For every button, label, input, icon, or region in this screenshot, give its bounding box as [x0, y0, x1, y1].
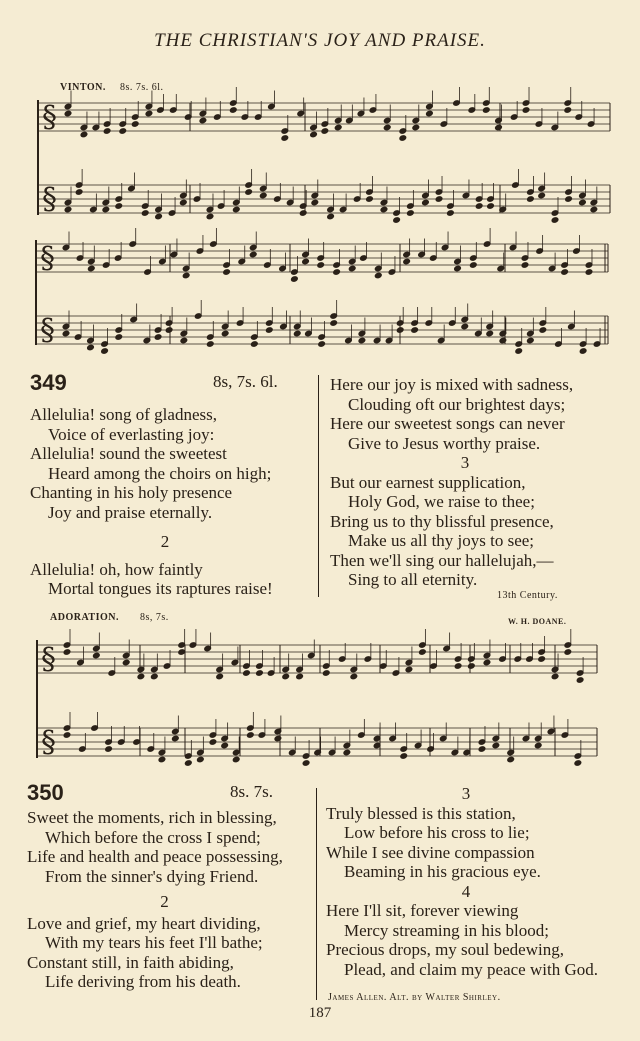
verse-line: Mercy streaming in his blood; [344, 920, 549, 940]
verse-line: Life deriving from his death. [45, 972, 241, 991]
verse-line: Truly blessed is this station, [326, 803, 516, 823]
svg-text:§: § [40, 313, 55, 348]
tune-meter-vinton: 8s. 7s. 6l. [120, 82, 164, 93]
verse-line: Constant still, in faith abiding, [27, 952, 234, 972]
svg-text:§: § [41, 642, 56, 677]
verse-line: Life and health and peace possessing, [27, 847, 283, 866]
tune-name-vinton: VINTON. [60, 82, 106, 93]
verse-line: Plead, and claim my peace with God. [344, 959, 598, 979]
page-number: 187 [308, 1005, 332, 1021]
verse-number: 3 [461, 784, 471, 803]
page-header: THE CHRISTIAN'S JOY AND PRAISE. [154, 30, 486, 51]
hymn-meter-350: 8s. 7s. [230, 782, 273, 801]
verse-line: Make us all thy joys to see; [348, 531, 535, 550]
hymn-350-credit: James Allen. Alt. by Walter Shirley. [328, 992, 501, 1003]
verse-line: Sweet the moments, rich in blessing, [27, 808, 277, 827]
svg-text:§: § [42, 182, 57, 217]
verse-line: From the sinner's dying Friend. [45, 866, 259, 886]
verse-line: Here our sweetest songs can never [330, 414, 565, 433]
hymn-number-349: 349 [30, 370, 67, 395]
svg-text:§: § [41, 725, 56, 760]
hymn-number-350: 350 [27, 780, 64, 805]
verse-line: With my tears his feet I'll bathe; [45, 933, 263, 952]
verse-line: But our earnest supplication, [330, 472, 526, 492]
verse-line: Sing to all eternity. [348, 570, 478, 589]
tune-name-adoration: ADORATION. [50, 612, 119, 623]
verse-line: Clouding oft our brightest days; [348, 394, 566, 414]
hymn-350-right-column [326, 784, 606, 979]
column-divider [316, 788, 317, 1000]
verse-number: 2 [160, 532, 170, 551]
svg-text:§: § [42, 100, 57, 135]
verse-line: Allelulia! sound the sweetest [30, 444, 227, 463]
verse-line: Which before the cross I spend; [45, 827, 261, 847]
verse-line: Joy and praise eternally. [48, 502, 213, 522]
verse-number: 2 [160, 892, 169, 911]
verse-line: Here I'll sit, forever viewing [326, 901, 519, 920]
verse-line: Give to Jesus worthy praise. [348, 433, 541, 453]
verse-number: 4 [461, 881, 471, 901]
verse-line: Beaming in his gracious eye. [344, 862, 541, 881]
hymn-meter-349: 8s, 7s. 6l. [213, 372, 278, 391]
verse-line: Chanting in his holy presence [30, 483, 233, 502]
hymn-350-left-column [27, 808, 302, 992]
svg-text:§: § [40, 241, 55, 276]
verse-line: Then we'll sing our hallelujah,— [330, 550, 554, 570]
verse-line: Here our joy is mixed with sadness, [330, 375, 574, 394]
verse-number: 3 [460, 453, 470, 472]
verse-line: Love and grief, my heart dividing, [27, 913, 261, 933]
verse-line: Low before his cross to lie; [344, 823, 530, 842]
verse-line: Holy God, we raise to thee; [348, 492, 535, 511]
verse-line: Mortal tongues its raptures raise! [48, 579, 273, 598]
tune-meter-adoration: 8s, 7s. [140, 612, 169, 623]
verse-line: Heard among the choirs on high; [48, 463, 272, 483]
tune-composer-adoration: W. H. DOANE. [508, 617, 567, 626]
verse-line: Bring us to thy blissful presence, [330, 511, 554, 531]
verse-line: Allelulia! oh, how faintly [30, 559, 203, 579]
verse-line: While I see divine compassion [326, 842, 535, 862]
verse-line: Allelulia! song of gladness, [30, 405, 217, 424]
hymn-349-credit: 13th Century. [497, 590, 558, 601]
verse-line: Precious drops, my soul bedewing, [326, 940, 564, 959]
verse-line: Voice of everlasting joy: [48, 424, 215, 444]
